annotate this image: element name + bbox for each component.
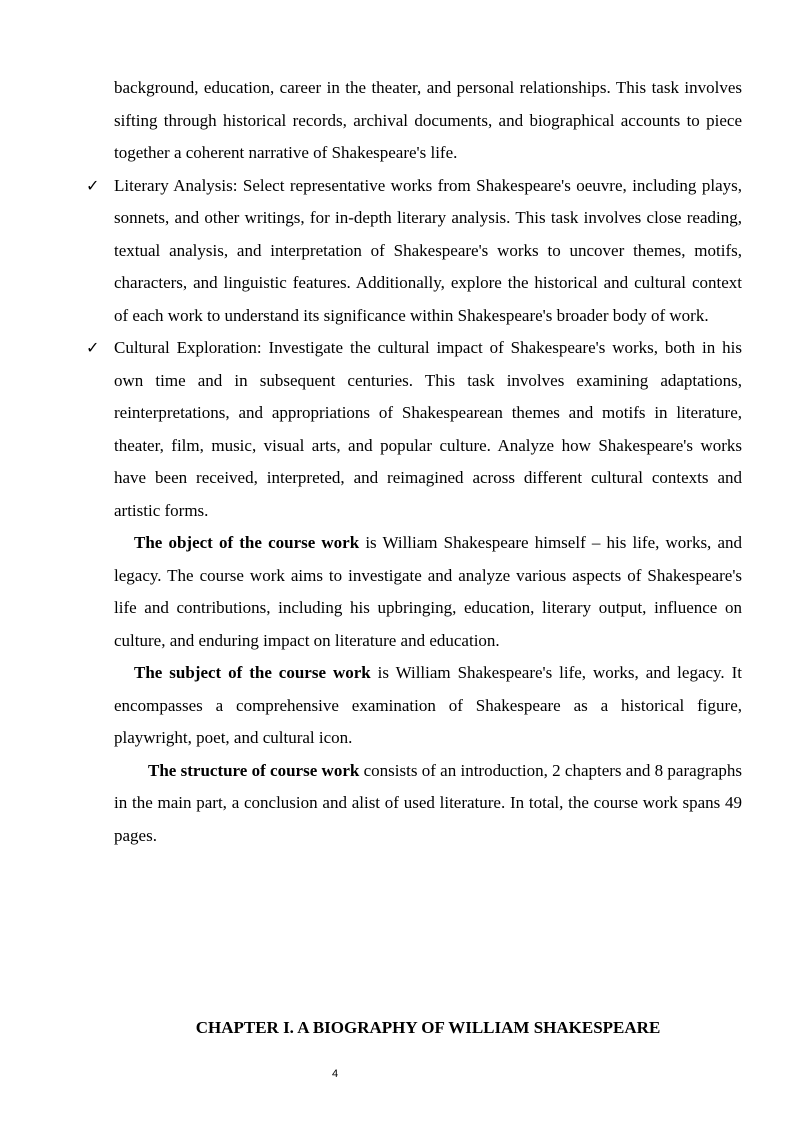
object-paragraph — [114, 527, 742, 657]
object-heading: The object of the course work — [134, 533, 360, 552]
chapter-heading: CHAPTER I. A BIOGRAPHY OF WILLIAM SHAKESPEARE — [195, 1018, 661, 1037]
subject-heading: The subject of the course work — [134, 663, 371, 682]
object-text: is William Shakespeare himself – his life, works, and legacy. The course work aims to investigate and analyze various aspects of Shakespeare's life and contributions, including his upbringing, education, literary output, influence on culture, and enduring impact on literature and education. — [114, 533, 742, 650]
structure-paragraph — [114, 755, 742, 853]
body-text — [86, 72, 742, 852]
structure-heading: The structure of course work — [148, 760, 360, 780]
list-item-literary-analysis — [86, 170, 742, 333]
cultural-exploration-text: Cultural Exploration: Investigate the cultural impact of Shakespeare's works, both in his own time and in subsequent centuries. This task involves examining adaptations, reinterpretations, and appropriations of Shakespearean themes and motifs in literature, theater, film, music, visual arts, and popular culture. Analyze how Shakespeare's works have been received, interpreted, and reimagined across different cultural contexts and artistic forms. — [114, 338, 742, 520]
checkmark-icon: ✓ — [86, 338, 100, 357]
literary-analysis-text: Literary Analysis: Select representative works from Shakespeare's oeuvre, including plays, sonnets, and other writings, for in-depth literary analysis. This task involves close reading, textual analysis, and interpretation of Shakespeare's works to uncover themes, motifs, characters, and linguistic features. Additionally, explore the historical and cultural context of each work to understand its significance within Shakespeare's broader body of work. — [114, 175, 742, 325]
continuation-paragraph: background, education, career in the theater, and personal relationships. This task involves sifting through historical records, archival documents, and biographical accounts to piece together a coherent narrative of Shakespeare's life. — [114, 78, 742, 162]
subject-text: is William Shakespeare's life, works, and legacy. It encompasses a comprehensive examination of Shakespeare as a historical figure, playwright, poet, and cultural icon. — [114, 663, 742, 747]
subject-paragraph — [114, 657, 742, 755]
page-number: 4 — [332, 1068, 339, 1080]
checkmark-icon: ✓ — [86, 175, 100, 195]
list-item-cultural-exploration — [86, 332, 742, 527]
structure-text: consists of an introduction, 2 chapters and 8 paragraphs in the main part, a conclusion and alist of used literature. In total, the course work spans 49 pages. — [114, 760, 742, 845]
